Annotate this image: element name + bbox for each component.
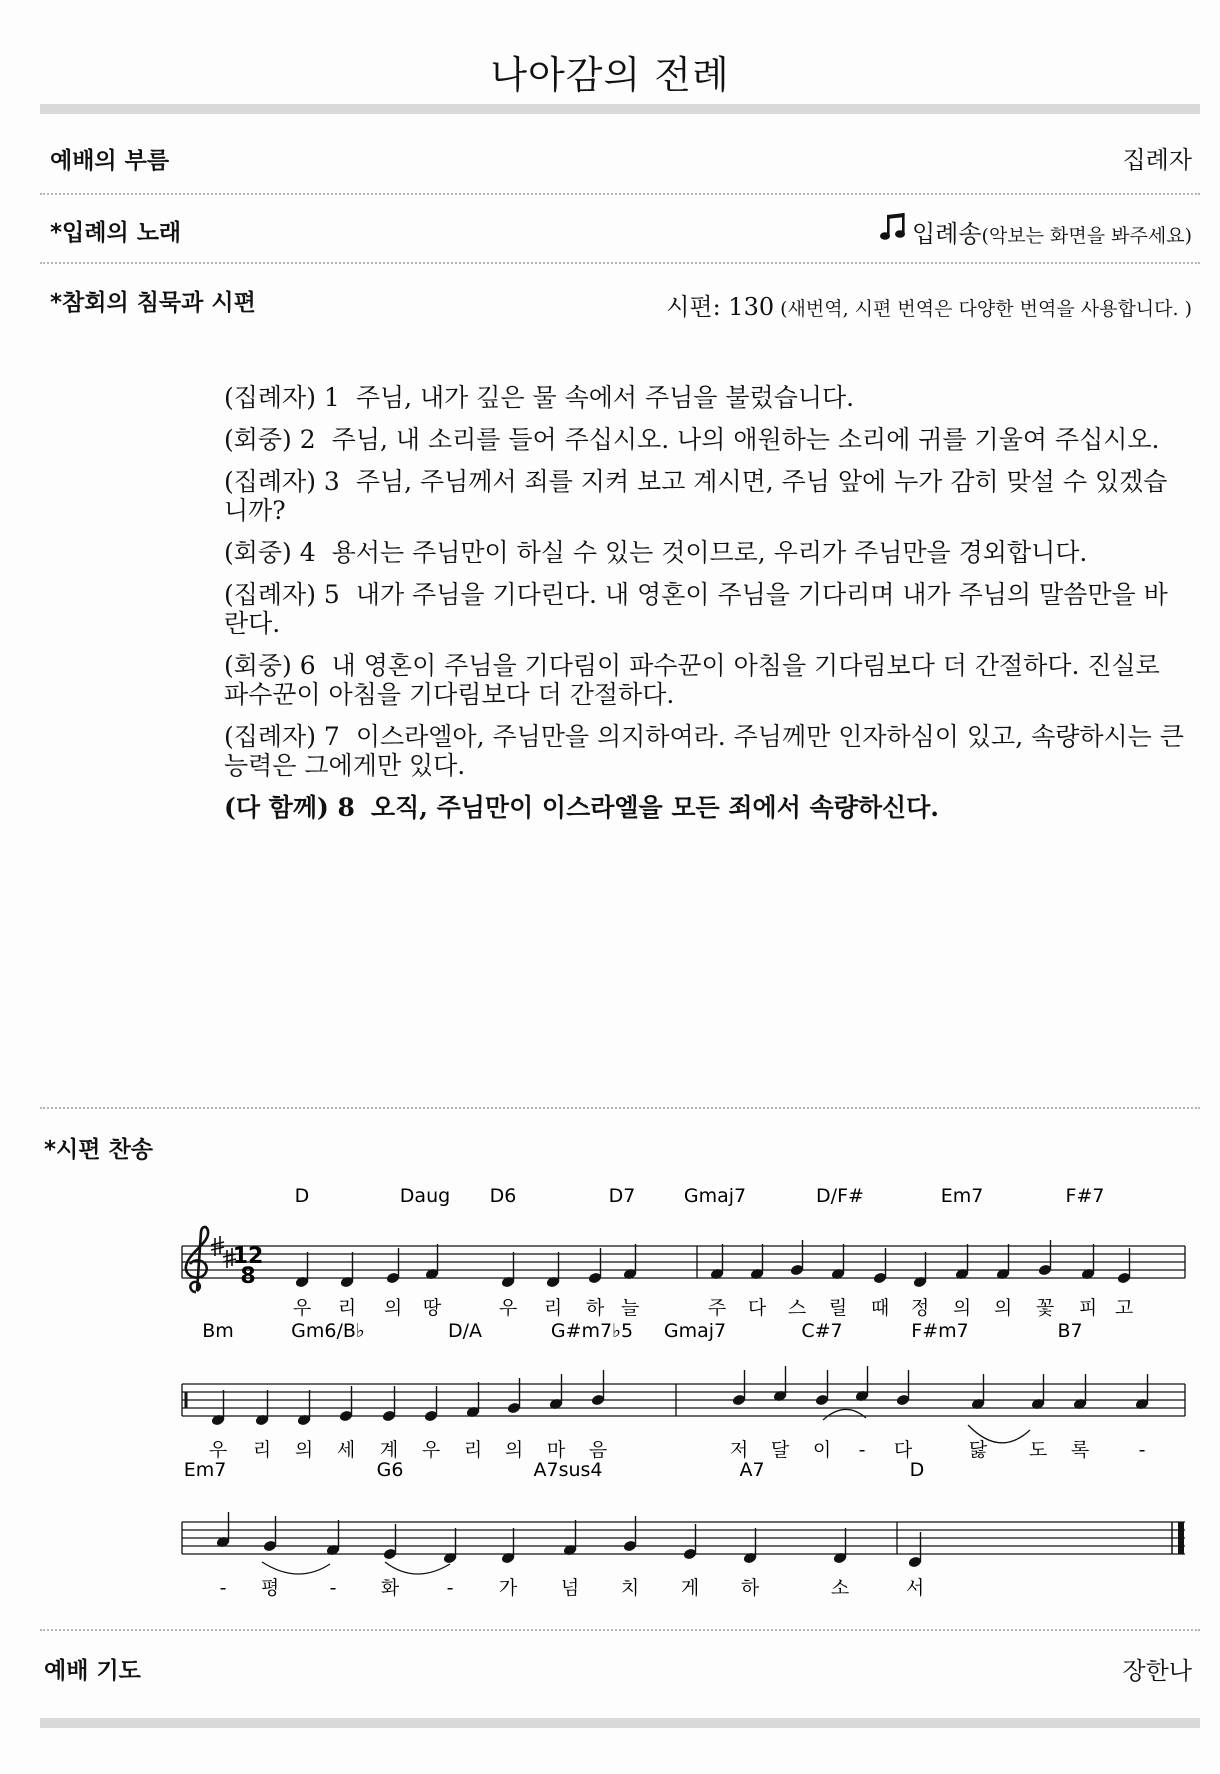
lyric-syllable: 다 — [893, 1439, 913, 1461]
chord-symbol: D6 — [489, 1185, 517, 1207]
psalm-translation-note: (새번역, 시편 번역은 다양한 번역을 사용합니다. ) — [780, 298, 1192, 320]
chord-symbol: A7 — [739, 1459, 765, 1481]
lyric-syllable: 게 — [680, 1577, 700, 1599]
psalm-responsive-reading — [224, 383, 1184, 835]
lyric-syllable: 서 — [905, 1577, 925, 1599]
lyric-syllable: 가 — [498, 1577, 518, 1599]
lyric-syllable: 릴 — [828, 1297, 848, 1319]
lyric-syllable: 우 — [292, 1297, 312, 1319]
section-call-leader: 집례자 — [1122, 146, 1192, 174]
lyric-syllable: 의 — [294, 1439, 314, 1461]
slur — [823, 1409, 866, 1420]
chord-symbol: C#7 — [801, 1320, 843, 1342]
lyric-syllable: 하 — [740, 1577, 760, 1599]
chord-symbol: B7 — [1057, 1320, 1083, 1342]
lyric-syllable: - — [446, 1577, 454, 1599]
lyric-syllable: - — [858, 1439, 866, 1461]
verse-text: 내 영혼이 주님을 기다림이 파수꾼이 아침을 기다림보다 더 간절하다. 진실로 파수꾼이 아침을 기다림보다 더 간절하다. — [224, 651, 1160, 709]
lyric-syllable: 의 — [952, 1297, 972, 1319]
lyric-syllable: 늘 — [620, 1297, 640, 1319]
lyric-syllable: 우 — [498, 1297, 518, 1319]
chord-symbol: D/A — [447, 1320, 483, 1342]
chord-symbol: Bm — [202, 1320, 234, 1342]
chord-symbol: D — [909, 1459, 925, 1481]
lyric-syllable: 땅 — [422, 1297, 442, 1319]
section-confession-right — [666, 287, 1192, 322]
verse-text: 내가 주님을 기다린다. 내 영혼이 주님을 기다리며 내가 주님의 말씀만을 바란다. — [224, 580, 1168, 638]
lyric-syllable: 세 — [336, 1439, 356, 1461]
top-divider-bar — [40, 104, 1200, 114]
lyric-syllable: 리 — [543, 1297, 563, 1319]
chord-symbol: Daug — [399, 1185, 451, 1207]
lyric-syllable: - — [329, 1577, 337, 1599]
lyric-syllable: 리 — [252, 1439, 272, 1461]
verse-speaker: (회중) 6 — [224, 651, 316, 680]
staff-lines — [182, 1384, 1185, 1416]
slur — [385, 1562, 450, 1574]
music-note-icon — [880, 212, 906, 242]
chord-symbol: A7sus4 — [533, 1459, 603, 1481]
lyric-syllable: 저 — [729, 1439, 749, 1461]
lyric-syllable: 의 — [993, 1297, 1013, 1319]
psalm-verse — [224, 383, 1184, 412]
final-barline — [1178, 1522, 1184, 1554]
chord-symbol: Gm6/B♭ — [291, 1320, 365, 1342]
lyric-syllable: 의 — [504, 1439, 524, 1461]
section-call-label: 예배의 부름 — [50, 148, 170, 174]
section-prayer-label: 예배 기도 — [44, 1658, 141, 1684]
chord-symbol: D7 — [608, 1185, 636, 1207]
staff-lines — [182, 1246, 1185, 1278]
verse-speaker: (회중) 2 — [224, 425, 316, 454]
verse-text: 오직, 주님만이 이스라엘을 모든 죄에서 속량하신다. — [370, 793, 939, 822]
verse-speaker: (집례자) 7 — [224, 722, 340, 751]
section-psalm-hymn-label: *시편 찬송 — [44, 1137, 153, 1163]
psalm-verse — [224, 538, 1184, 567]
verse-speaker: (다 함께) 8 — [224, 793, 355, 822]
verse-text: 주님, 내 소리를 들어 주십시오. 나의 애원하는 소리에 귀를 기울여 주십시오. — [331, 425, 1160, 454]
lyric-syllable: 닳 — [968, 1439, 988, 1461]
lyric-syllable: 치 — [620, 1577, 640, 1599]
entrance-song-title: 입례송 — [911, 220, 982, 248]
verse-speaker: (집례자) 3 — [224, 467, 340, 496]
verse-text: 주님, 내가 깊은 물 속에서 주님을 불렀습니다. — [355, 383, 855, 412]
lyric-syllable: 음 — [588, 1439, 608, 1461]
lyric-syllable: 평 — [260, 1577, 280, 1599]
chord-symbol: D — [294, 1185, 310, 1207]
bottom-divider-bar — [40, 1718, 1200, 1728]
verse-speaker: (집례자) 1 — [224, 383, 340, 412]
psalm-verse — [224, 467, 1184, 525]
lyric-syllable: 넘 — [560, 1577, 580, 1599]
lyric-syllable: - — [1138, 1439, 1146, 1461]
lyric-syllable: 정 — [910, 1297, 930, 1319]
divider — [40, 1107, 1200, 1109]
lyric-syllable: 마 — [546, 1439, 566, 1461]
chord-symbol: G#m7♭5 — [550, 1320, 634, 1342]
chord-symbol: Gmaj7 — [683, 1185, 747, 1207]
divider — [40, 262, 1200, 264]
verse-text: 용서는 주님만이 하실 수 있는 것이므로, 우리가 주님만을 경외합니다. — [331, 538, 1088, 567]
chord-symbol: F#m7 — [911, 1320, 969, 1342]
lyric-syllable: 계 — [379, 1439, 399, 1461]
section-confession-label: *참회의 침묵과 시편 — [50, 290, 256, 316]
lyric-syllable: 다 — [747, 1297, 767, 1319]
divider — [40, 1629, 1200, 1631]
lyric-syllable: 의 — [383, 1297, 403, 1319]
chord-symbol: Em7 — [183, 1459, 227, 1481]
lyric-syllable: - — [219, 1577, 227, 1599]
psalm-verse — [224, 580, 1184, 638]
lyric-syllable: 때 — [870, 1297, 890, 1319]
lyric-syllable: 도 — [1028, 1439, 1048, 1461]
lyric-syllable: 우 — [421, 1439, 441, 1461]
psalm-verse — [224, 425, 1184, 454]
lyric-syllable: 고 — [1114, 1297, 1134, 1319]
lyric-syllable: 소 — [830, 1577, 850, 1599]
lyric-syllable: 리 — [463, 1439, 483, 1461]
lyric-syllable: 달 — [770, 1439, 790, 1461]
lyric-syllable: 화 — [380, 1577, 400, 1599]
entrance-song-note: (악보는 화면을 봐주세요) — [981, 225, 1192, 247]
lyric-syllable: 우 — [208, 1439, 228, 1461]
lyric-syllable: 록 — [1070, 1439, 1090, 1461]
verse-speaker: (집례자) 5 — [224, 580, 340, 609]
lyric-syllable: 피 — [1078, 1297, 1098, 1319]
time-signature-top: 12 — [232, 1244, 264, 1269]
treble-clef-icon — [186, 1227, 208, 1292]
lyric-syllable: 하 — [585, 1297, 605, 1319]
lyric-syllable: 리 — [337, 1297, 357, 1319]
chord-symbol: G6 — [376, 1459, 404, 1481]
psalm-reference: 시편: 130 — [666, 293, 775, 321]
time-signature-bottom: 8 — [240, 1264, 256, 1289]
lyric-syllable: 꽃 — [1035, 1297, 1055, 1319]
chord-symbol: Gmaj7 — [663, 1320, 727, 1342]
slur — [262, 1562, 330, 1574]
psalm-verse — [224, 722, 1184, 780]
psalm-verse — [224, 651, 1184, 709]
section-entrance-right — [880, 212, 1192, 249]
chord-symbol: Em7 — [940, 1185, 984, 1207]
lyric-syllable: 주 — [707, 1297, 727, 1319]
section-prayer-leader: 장한나 — [1122, 1657, 1192, 1685]
psalm-verse — [224, 793, 1184, 822]
lyric-syllable: 이 — [812, 1439, 832, 1461]
verse-text: 주님, 주님께서 죄를 지켜 보고 계시면, 주님 앞에 누가 감히 맞설 수 있겠습니까? — [224, 467, 1168, 525]
sheet-music — [0, 1180, 1220, 1640]
chord-symbol: F#7 — [1065, 1185, 1105, 1207]
chord-symbol: D/F# — [816, 1185, 864, 1207]
verse-speaker: (회중) 4 — [224, 538, 316, 567]
verse-text: 이스라엘아, 주님만을 의지하여라. 주님께만 인자하심이 있고, 속량하시는 큰 능력은 그에게만 있다. — [224, 722, 1184, 780]
lyric-syllable: 스 — [787, 1297, 807, 1319]
divider — [40, 193, 1200, 195]
section-entrance-label: *입례의 노래 — [50, 220, 182, 246]
page-title: 나아감의 전례 — [490, 53, 730, 97]
